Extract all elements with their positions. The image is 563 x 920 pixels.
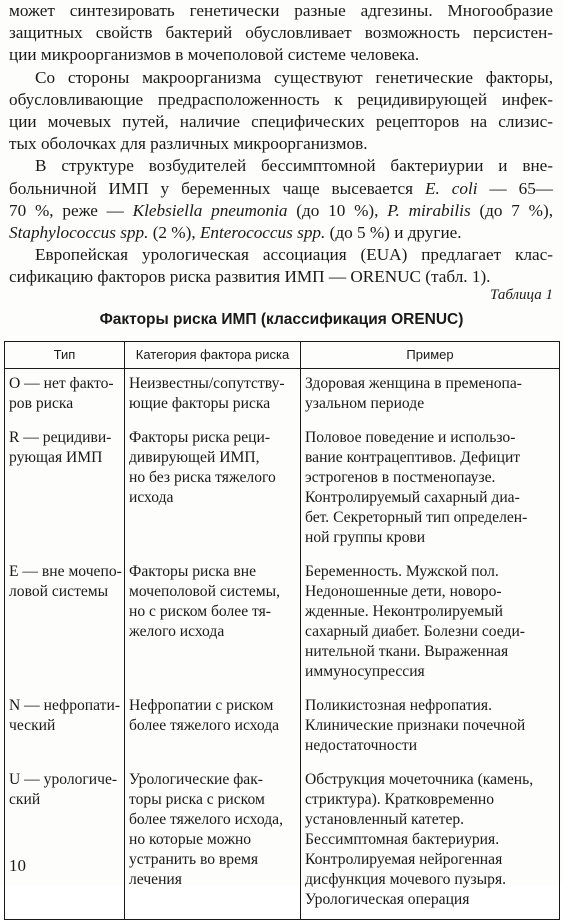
- text-line: Со стороны макроорганизма существуют генетические факторы,: [35, 67, 553, 87]
- cell-text-line: Нефропатии с риском: [129, 697, 274, 714]
- cell-text-line: исхода: [129, 489, 174, 506]
- cell-text-line: Урологические фак-: [129, 771, 263, 788]
- cell-text-line: но которые можно: [129, 831, 252, 848]
- risk-category-cell: [125, 691, 301, 765]
- risk-type-cell: [5, 691, 125, 765]
- table-row: [5, 369, 560, 424]
- cell-text-line: дисфункция мочевого пузыря.: [305, 871, 507, 888]
- cell-text-line: Факторы риска реци-: [129, 429, 271, 446]
- cell-text-line: но без риска тяжелого: [129, 469, 276, 486]
- species-name: P. mirabilis: [387, 200, 471, 220]
- cell-text-line: дивирующей ИМП,: [129, 449, 260, 466]
- example-cell: [301, 423, 560, 557]
- cell-text-line: Факторы риска вне: [129, 563, 257, 580]
- cell-text-line: более тяжелого исхода: [129, 717, 280, 734]
- cell-text-line: желого исхода: [129, 623, 225, 640]
- risk-category-cell: [125, 423, 301, 557]
- cell-text-line: Контролируемый сахарный диа-: [305, 489, 520, 506]
- column-header-category: Категория фактора риска: [125, 342, 301, 369]
- cell-text-line: стриктура). Кратковременно: [305, 791, 495, 808]
- risk-type-cell: [5, 369, 125, 424]
- text-line: сификацию факторов риска развития ИМП — ORENUC (табл. 1).: [9, 267, 491, 287]
- paragraph-1: [9, 0, 553, 67]
- table-row: [5, 765, 560, 920]
- text-line: [9, 178, 553, 200]
- risk-type-cell: [5, 765, 125, 920]
- cell-text-line: R — рецидиви-: [9, 429, 112, 446]
- text-line: ции мочевых путей, наличие специфических рецепторов на слизис-: [9, 112, 553, 132]
- paragraph-3: [9, 155, 553, 244]
- cell-text-line: Клинические признаки почечной: [305, 717, 526, 734]
- species-name: E. coli: [425, 178, 478, 198]
- text-line: защитных свойств бактерий обусловливает возможность персистен-: [9, 23, 553, 43]
- example-cell: [301, 557, 560, 691]
- text-line: В структуре возбудителей бессимптомной бактериурии и вне-: [35, 156, 553, 176]
- column-header-example: Пример: [301, 342, 560, 369]
- text-run: (до 10 %),: [287, 200, 388, 220]
- species-name: Enterococcus spp.: [199, 223, 326, 243]
- cell-text-line: иммуносупрессия: [305, 663, 425, 680]
- cell-text-line: N — нефропати-: [9, 697, 121, 714]
- cell-text-line: сахарный диабет. Болезни соеди-: [305, 623, 525, 640]
- text-run: (до 7 %),: [470, 200, 553, 220]
- risk-type-cell: [5, 423, 125, 557]
- cell-text-line: O — нет факто-: [9, 375, 114, 392]
- column-header-type: Тип: [5, 342, 125, 369]
- text-line: Европейская урологическая ассоциация (EUA) предлагает клас-: [35, 245, 553, 265]
- risk-category-cell: [125, 557, 301, 691]
- risk-category-cell: [125, 765, 301, 920]
- cell-text-line: жденные. Неконтролируемый: [305, 603, 503, 620]
- risk-type-cell: [5, 557, 125, 691]
- cell-text-line: нительной ткани. Выраженная: [305, 643, 509, 660]
- text-run: больничной ИМП у беременных чаще высевается: [9, 178, 426, 198]
- example-cell: [301, 765, 560, 920]
- cell-text-line: лечения: [129, 871, 182, 888]
- cell-text-line: более тяжелого исхода,: [129, 811, 283, 828]
- cell-text-line: узальном периоде: [305, 395, 425, 412]
- page-number: 10: [9, 856, 26, 875]
- cell-text-line: Контролируемая нейрогенная: [305, 851, 503, 868]
- cell-text-line: ловой системы: [9, 583, 109, 600]
- cell-text-line: рующая ИМП: [9, 449, 103, 466]
- text-run: (до 5 %) и другие.: [325, 223, 462, 243]
- table-header-row: [5, 342, 560, 369]
- cell-text-line: но с риском более тя-: [129, 603, 271, 620]
- cell-text-line: недостаточности: [305, 737, 418, 754]
- body-text: [9, 0, 553, 289]
- cell-text-line: установленный катетер.: [305, 811, 465, 828]
- table-row: [5, 557, 560, 691]
- text-line: тых оболочках для различных микроорганизмов.: [9, 134, 368, 154]
- text-line: [9, 200, 553, 222]
- cell-text-line: Неизвестны/сопутству-: [129, 375, 285, 392]
- cell-text-line: Беременность. Мужской пол.: [305, 563, 499, 580]
- cell-text-line: бет. Секреторный тип определен-: [305, 509, 528, 526]
- example-cell: [301, 691, 560, 765]
- paragraph-2: [9, 67, 553, 156]
- cell-text-line: Поликистозная нефропатия.: [305, 697, 492, 714]
- cell-text-line: Обструкция мочеточника (камень,: [305, 771, 534, 788]
- example-cell: [301, 369, 560, 424]
- cell-text-line: вание контрацептивов. Дефицит: [305, 449, 521, 466]
- table-title: Факторы риска ИМП (классификация ORENUC): [99, 311, 464, 328]
- cell-text-line: ский: [9, 791, 41, 808]
- species-name: Klebsiella pneumonia: [132, 200, 288, 220]
- cell-text-line: ческий: [9, 717, 56, 734]
- text-line: может синтезировать генетически разные адгезины. Многообразие: [9, 1, 553, 20]
- species-name: Staphylococcus spp.: [9, 223, 149, 243]
- cell-text-line: ров риска: [9, 395, 74, 412]
- cell-text-line: E — вне мочепо-: [9, 563, 122, 580]
- cell-text-line: эстрогенов в постменопаузе.: [305, 469, 496, 486]
- text-run: (2 %),: [148, 223, 200, 243]
- cell-text-line: Недоношенные дети, новоро-: [305, 583, 502, 600]
- risk-category-cell: [125, 369, 301, 424]
- paragraph-4: [9, 244, 553, 288]
- text-line: ции микроорганизмов в мочеполовой системе человека.: [9, 45, 420, 65]
- text-line: [9, 222, 553, 244]
- cell-text-line: Здоровая женщина в пременопа-: [305, 375, 522, 392]
- cell-text-line: мочеполовой системы,: [129, 583, 281, 600]
- cell-text-line: Урологическая операция: [305, 891, 470, 908]
- text-line: обусловливающие предрасположенность к рецидивирующей инфек-: [9, 89, 553, 109]
- cell-text-line: U — урологиче-: [9, 771, 118, 788]
- cell-text-line: устранить во время: [129, 851, 259, 868]
- cell-text-line: Половое поведение и использо-: [305, 429, 516, 446]
- text-run: 70 %, реже —: [9, 200, 133, 220]
- orenuc-table: [4, 341, 560, 920]
- cell-text-line: ющие факторы риска: [129, 395, 271, 412]
- cell-text-line: торы риска с риском: [129, 791, 265, 808]
- cell-text-line: Бессимптомная бактериурия.: [305, 831, 500, 848]
- table-caption: Таблица 1: [490, 287, 553, 303]
- cell-text-line: ной группы крови: [305, 529, 426, 546]
- table-row: [5, 423, 560, 557]
- table-row: [5, 691, 560, 765]
- text-run: — 65—: [477, 178, 553, 198]
